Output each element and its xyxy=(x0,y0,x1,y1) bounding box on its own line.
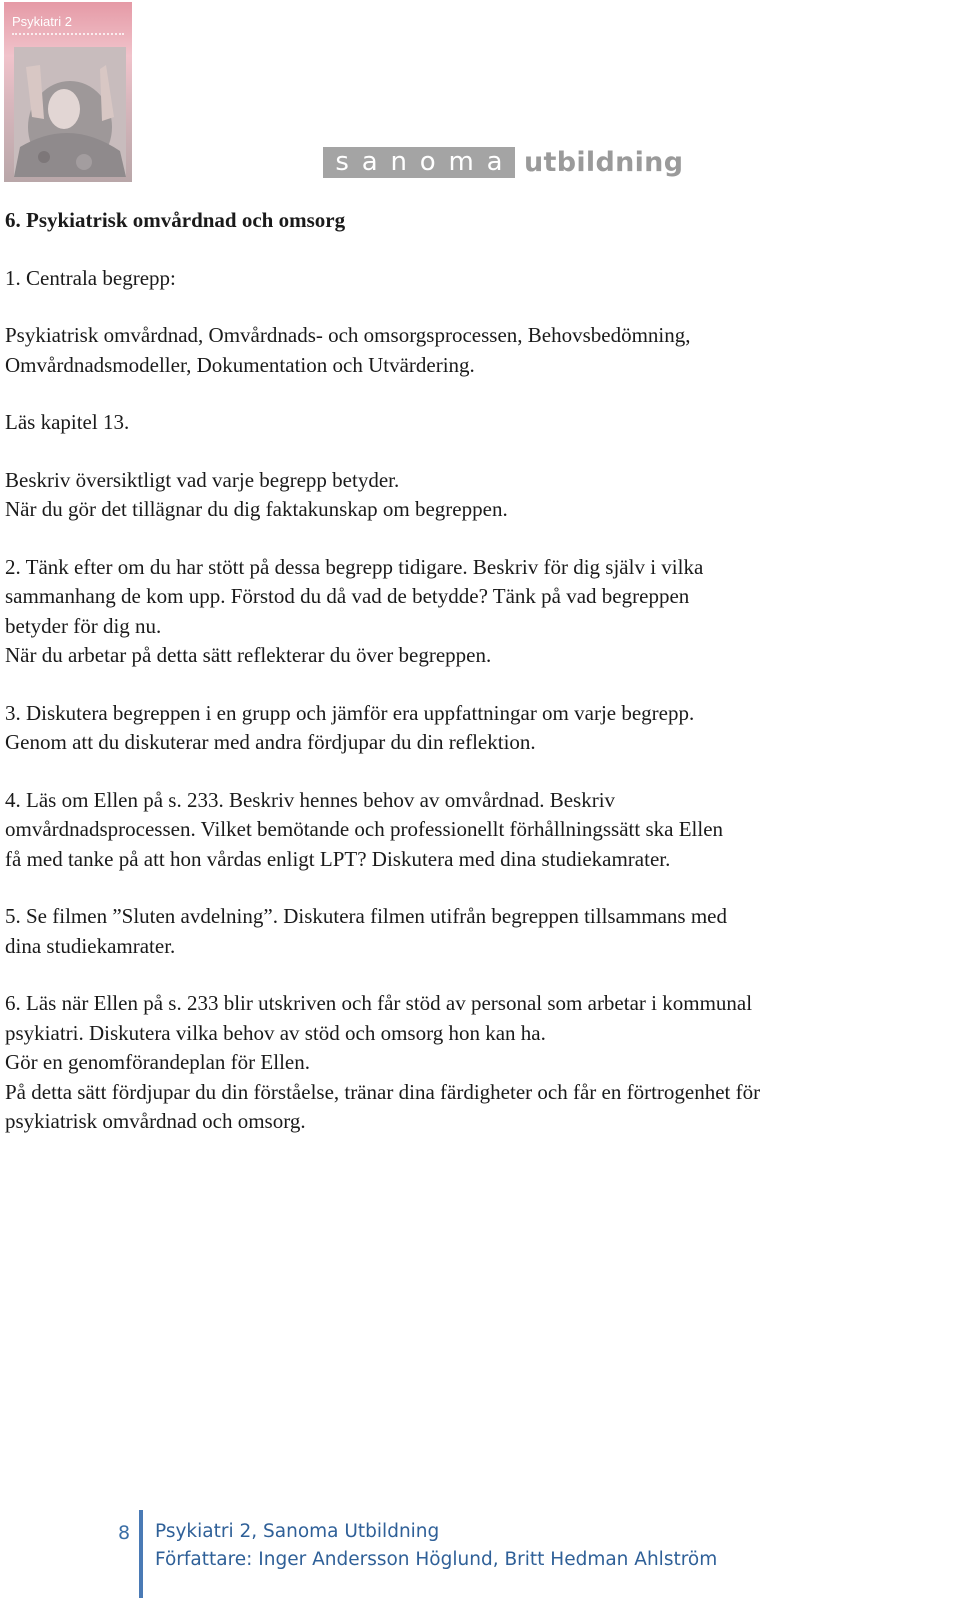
document-body xyxy=(5,206,950,1137)
question-6-line: psykiatrisk omvårdnad och omsorg. xyxy=(5,1109,306,1133)
question-6-line: Gör en genomförandeplan för Ellen. xyxy=(5,1050,310,1074)
logo-letter: a xyxy=(361,147,378,177)
logo-letter: o xyxy=(419,147,436,177)
sanoma-logo-box xyxy=(323,147,515,178)
concepts-line: Omvårdnadsmodeller, Dokumentation och Utvärdering. xyxy=(5,352,475,377)
question-4-line: 4. Läs om Ellen på s. 233. Beskriv hennes behov av omvårdnad. Beskriv xyxy=(5,787,616,812)
question-6-line: 6. Läs när Ellen på s. 233 blir utskriven och får stöd av personal som arbetar i kommunal xyxy=(5,991,753,1015)
sanoma-utbildning-logo xyxy=(323,147,683,178)
logo-letter: a xyxy=(486,147,503,177)
logo-letter: m xyxy=(448,147,474,177)
cover-title: Psykiatri 2 xyxy=(12,14,72,29)
question-5-line: dina studiekamrater. xyxy=(5,933,176,958)
question-2-line: 2. Tänk efter om du har stött på dessa begrepp tidigare. Beskriv för dig själv i vilka xyxy=(5,554,704,579)
logo-word: utbildning xyxy=(524,147,684,178)
section-label: 1. Centrala begrepp: xyxy=(5,265,176,290)
logo-letter: n xyxy=(390,147,407,177)
page-number: 8 xyxy=(118,1522,131,1544)
describe-line: När du gör det tillägnar du dig faktakunskap om begreppen. xyxy=(5,497,508,521)
footer-book-title: Psykiatri 2, Sanoma Utbildning xyxy=(155,1521,440,1542)
question-2-line: sammanhang de kom upp. Förstod du då vad de betydde? Tänk på vad begreppen xyxy=(5,584,690,608)
concepts-line: Psykiatrisk omvårdnad, Omvårdnads- och omsorgsprocessen, Behovsbedömning, xyxy=(5,323,691,347)
describe-line: Beskriv översiktligt vad varje begrepp betyder. xyxy=(5,467,400,492)
question-2-line: betyder för dig nu. xyxy=(5,613,162,638)
cover-subtitle-line xyxy=(12,33,124,37)
question-4-line: omvårdnadsprocessen. Vilket bemötande och professionellt förhållningssätt ska Ellen xyxy=(5,817,724,841)
footer-credits xyxy=(155,1518,717,1574)
page-footer xyxy=(0,1508,960,1598)
question-6-line: På detta sätt fördjupar du din förståelse, tränar dina färdigheter och får en förtrogenhet för xyxy=(5,1079,761,1104)
question-2-line: När du arbetar på detta sätt reflekterar du över begreppen. xyxy=(5,643,492,667)
page-title: 6. Psykiatrisk omvårdnad och omsorg xyxy=(5,208,346,232)
question-3-line: Genom att du diskuterar med andra fördjupar du din reflektion. xyxy=(5,730,536,754)
book-cover-image xyxy=(4,2,132,182)
question-5-line: 5. Se filmen ”Sluten avdelning”. Diskutera filmen utifrån begreppen tillsammans med xyxy=(5,904,727,928)
footer-divider xyxy=(139,1510,143,1598)
read-chapter-instruction: Läs kapitel 13. xyxy=(5,410,130,434)
question-6-line: psykiatri. Diskutera vilka behov av stöd och omsorg hon kan ha. xyxy=(5,1020,546,1045)
cover-photo xyxy=(14,47,126,177)
question-4-line: få med tanke på att hon vårdas enligt LPT? Diskutera med dina studiekamrater. xyxy=(5,846,671,871)
question-3-line: 3. Diskutera begreppen i en grupp och jämför era uppfattningar om varje begrepp. xyxy=(5,700,695,725)
logo-letter: s xyxy=(335,147,349,177)
footer-authors: Författare: Inger Andersson Höglund, Britt Hedman Ahlström xyxy=(155,1549,718,1570)
